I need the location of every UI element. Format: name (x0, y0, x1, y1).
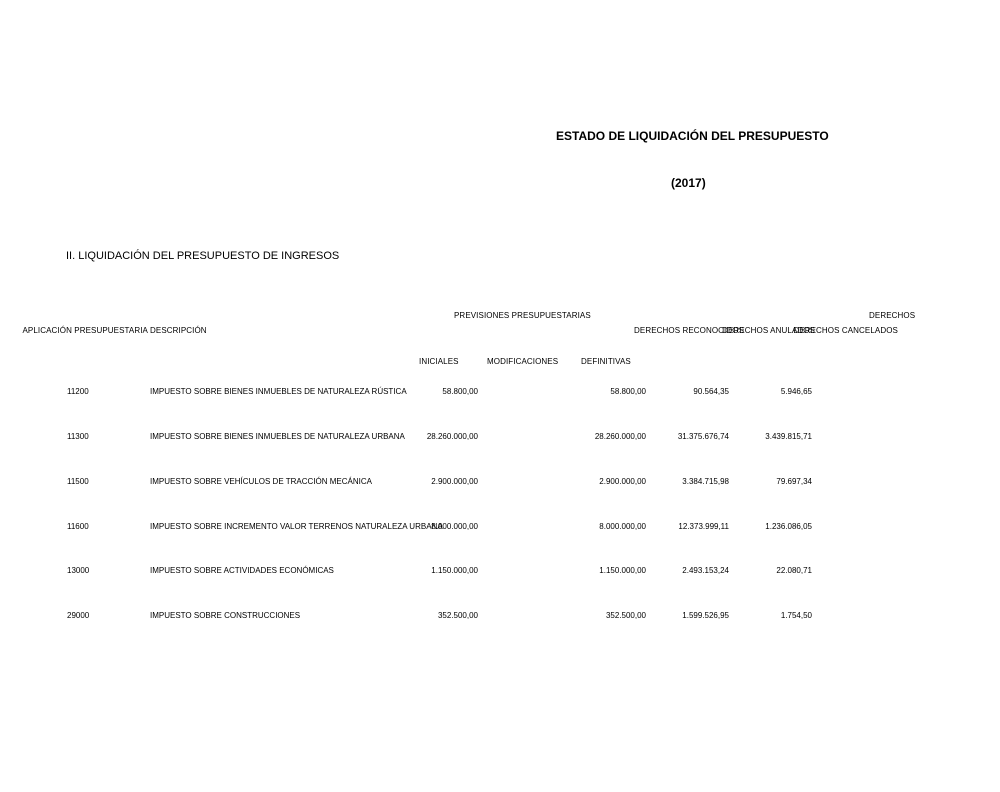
header-aplicacion: APLICACIÓN PRESUPUESTARIA (22, 326, 148, 335)
row-definitivas: 1.150.000,00 (599, 566, 646, 575)
row-reconocidos: 31.375.676,74 (677, 432, 729, 441)
row-anulados: 79.697,34 (776, 477, 812, 486)
header-derechos-group: DERECHOS (869, 311, 916, 320)
row-description: IMPUESTO SOBRE CONSTRUCCIONES (150, 611, 301, 620)
header-descripcion: DESCRIPCIÓN (150, 326, 207, 335)
row-anulados: 1.236.086,05 (765, 522, 812, 531)
document-title: ESTADO DE LIQUIDACIÓN DEL PRESUPUESTO (556, 129, 829, 143)
row-code: 11500 (67, 477, 89, 486)
header-modificaciones: MODIFICACIONES (487, 357, 559, 366)
row-definitivas: 58.800,00 (610, 387, 646, 396)
header-iniciales: INICIALES (419, 357, 459, 366)
row-iniciales: 1.150.000,00 (431, 566, 478, 575)
header-derechos-anulados: DERECHOS ANULADOS (722, 326, 815, 335)
row-reconocidos: 12.373.999,11 (678, 522, 729, 531)
row-reconocidos: 90.564,35 (693, 387, 729, 396)
row-iniciales: 2.900.000,00 (431, 477, 478, 486)
row-description: IMPUESTO SOBRE VEHÍCULOS DE TRACCIÓN MECÁNICA (150, 477, 372, 486)
header-definitivas: DEFINITIVAS (581, 357, 631, 366)
row-definitivas: 352.500,00 (605, 611, 646, 620)
row-definitivas: 28.260.000,00 (594, 432, 646, 441)
row-description: IMPUESTO SOBRE ACTIVIDADES ECONÓMICAS (150, 566, 334, 575)
row-description: IMPUESTO SOBRE BIENES INMUEBLES DE NATURALEZA RÚSTICA (150, 387, 407, 396)
row-anulados: 22.080,71 (776, 566, 812, 575)
row-anulados: 3.439.815,71 (765, 432, 812, 441)
header-previsiones: PREVISIONES PRESUPUESTARIAS (454, 311, 591, 320)
header-derechos-cancelados: DERECHOS CANCELADOS (793, 326, 898, 335)
row-definitivas: 2.900.000,00 (599, 477, 646, 486)
row-definitivas: 8.000.000,00 (599, 522, 646, 531)
row-iniciales: 58.800,00 (442, 387, 478, 396)
row-code: 11300 (67, 432, 89, 441)
row-code: 11200 (67, 387, 89, 396)
section-title: II. LIQUIDACIÓN DEL PRESUPUESTO DE INGRESOS (66, 250, 340, 262)
row-anulados: 1.754,50 (780, 611, 812, 620)
row-iniciales: 352.500,00 (437, 611, 478, 620)
row-reconocidos: 2.493.153,24 (682, 566, 729, 575)
document-year: (2017) (671, 176, 706, 190)
header-derechos-reconocidos: DERECHOS RECONOCIDOS (634, 326, 745, 335)
row-reconocidos: 1.599.526,95 (682, 611, 729, 620)
row-code: 11600 (67, 522, 89, 531)
row-anulados: 5.946,65 (780, 387, 812, 396)
row-description: IMPUESTO SOBRE BIENES INMUEBLES DE NATURALEZA URBANA (150, 432, 405, 441)
row-reconocidos: 3.384.715,98 (682, 477, 729, 486)
row-code: 29000 (67, 611, 90, 620)
row-description: IMPUESTO SOBRE INCREMENTO VALOR TERRENOS NATURALEZA URBANA (150, 522, 443, 531)
row-iniciales: 8.000.000,00 (431, 522, 478, 531)
row-iniciales: 28.260.000,00 (426, 432, 478, 441)
row-code: 13000 (67, 566, 90, 575)
